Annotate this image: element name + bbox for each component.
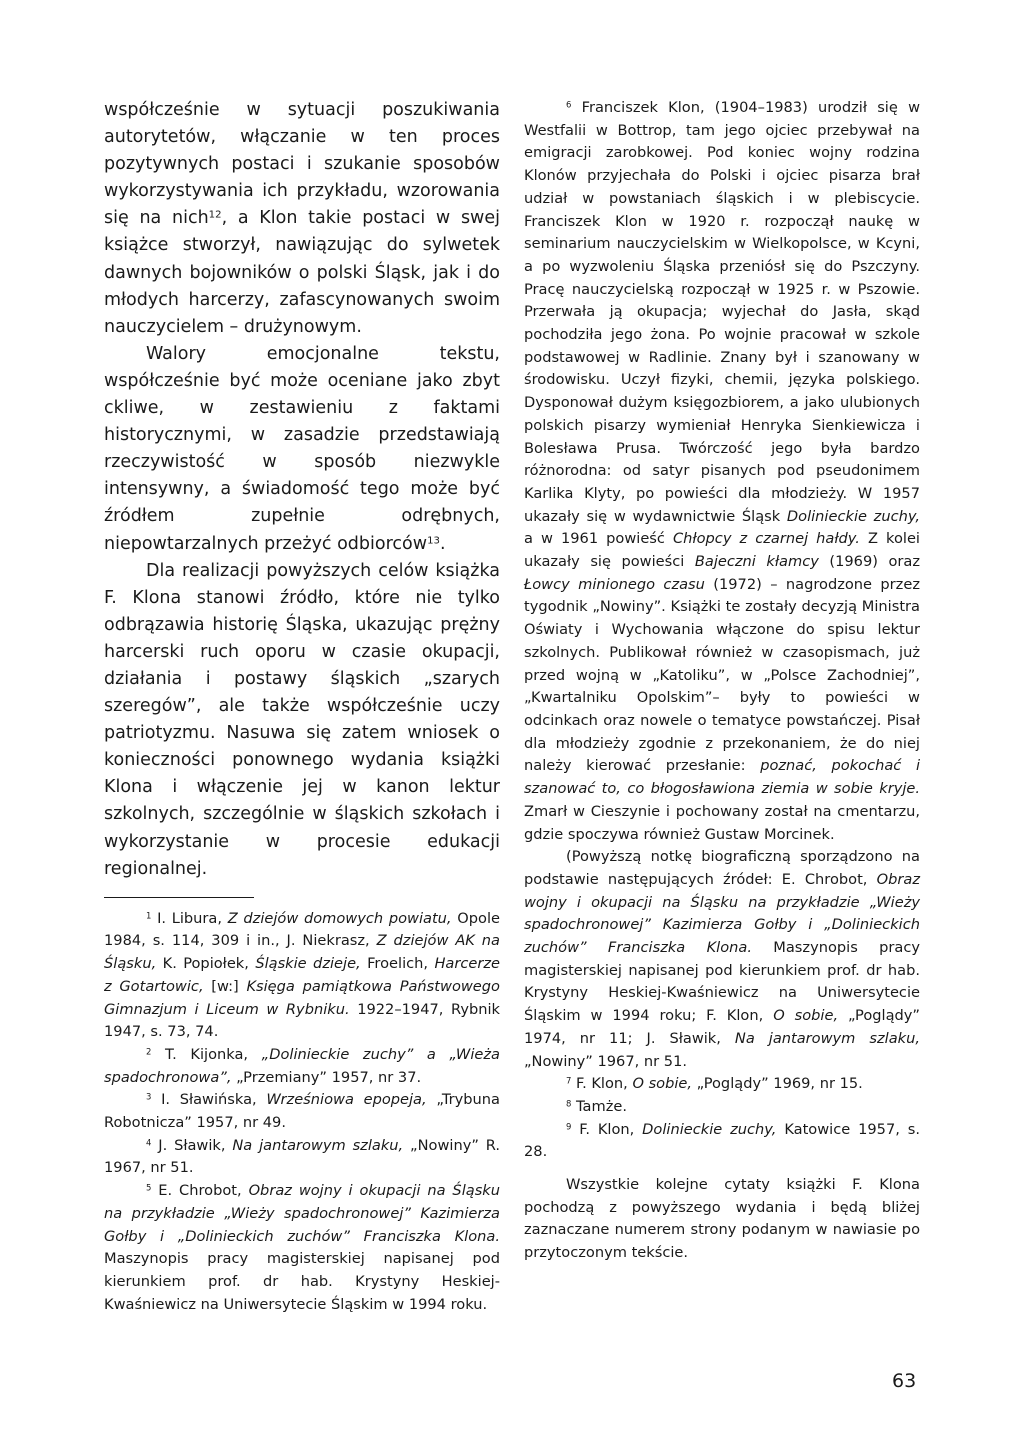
footnote-8: $^8$ Tamże. — [566, 1097, 627, 1115]
footnote-3: $^3$ I. Sławińska, Wrześniowa epopeja, „Trybuna Robotnicza” 1957, nr 49. — [104, 1091, 500, 1132]
paragraph-3: Dla realizacji powyższych celów książka F. Klona stanowi źródło, które nie tylko odbrązawia historię Śląska, ukazując prężny harcerski ruch oporu w czasie okupacji, działania i postawy śląskich „szarych szeregów”, ale także współcześnie uczy patriotyzmu. Nasuwa się zatem wniosek o konieczności ponownego wydania książki Klona i włączenie jej w kanon lektur szkolnych, szczególnie w śląskich szkołach i wykorzystanie w procesie edukacji regionalnej. — [104, 560, 500, 879]
footnote-2: $^2$ T. Kijonka, „Dolinieckie zuchy” a „Wieża spadochronowa”, „Przemiany” 1957, nr 37. — [104, 1045, 501, 1086]
spacer — [524, 1164, 920, 1174]
footnote-5: $^5$ E. Chrobot, Obraz wojny i okupacji na Śląsku na przykładzie „Wieży spadochronowej” Kazimierza Gołby i „Dolinieckich zuchów” Franciszka Klona. Maszynopis pracy magisterskiej napisanej pod kierunkiem prof. dr hab. Krystyny Heskiej-Kwaśniewicz na Uniwersytecie Śląskim w 1994 roku. — [104, 1182, 500, 1313]
footnote-7: $^7$ F. Klon, O sobie, „Poglądy” 1969, nr 15. — [566, 1075, 863, 1093]
biography-sources-note: (Powyższą notkę biograficzną sporządzono na podstawie następujących źródeł: E. Chrobot, Obraz wojny i okupacji na Śląsku na przykładzie „Wieży spadochronowej” Kazimierza Gołby i „Dolinieckich zuchów” Franciszka Klona. Maszynopis pracy magisterskiej napisanej pod kierunkiem prof. dr hab. Krystyny Heskiej-Kwaśniewicz na Uniwersytecie Śląskim w 1994 roku; F. Klon, O sobie, „Poglądy” 1974, nr 11; J. Sławik, Na jantarowym szlaku, „Nowiny” 1967, nr 51. — [524, 848, 920, 1070]
footnote-ref-12[interactable]: 12 — [208, 209, 222, 221]
paragraph-2: Walory emocjonalne tekstu, współcześnie być może oceniane jako zbyt ckliwe, w zestawieniu z faktami historycznymi, w zasadzie przedstawiają rzeczywistość w sposób niezwykle intensywny, a świadomość tego może być źródłem zupełnie odrębnych, niepowtarzalnych przeżyć odbiorców$^{13}$. — [104, 343, 500, 554]
left-column — [104, 97, 500, 1316]
footnote-9: $^9$ F. Klon, Dolinieckie zuchy, Katowice 1957, s. 28. — [524, 1120, 921, 1161]
main-text — [104, 97, 500, 883]
right-column — [524, 97, 920, 1265]
paragraph-1: współcześnie w sytuacji poszukiwania autorytetów, włączanie w ten proces pozytywnych postaci i szukanie sposobów wykorzystywania ich przykładu, wzorowania się na nich$^{12}$, a Klon takie postaci w swej książce stworzył, nawiązując do sylwetek dawnych bojowników o polski Śląsk, jak i do młodych harcerzy, zafascynowanych swoim nauczycielem – drużynowym. — [104, 100, 500, 337]
footnote-4: $^4$ J. Sławik, Na jantarowym szlaku, „Nowiny” R. 1967, nr 51. — [104, 1136, 501, 1177]
footnote-6: $^6$ Franciszek Klon, (1904–1983) urodził się w Westfalii w Bottrop, tam jego ojciec przebywał na emigracji zarobkowej. Pod koniec wojny rodzina Klonów przyjechała do Polski i ojciec pisarza brał udział w powstaniach śląskich i w plebiscycie. Franciszek Klon w 1920 r. rozpoczął naukę w seminarium nauczycielskim w Wielkopolsce, w Kcyni, a po wyzwoleniu Śląska przeniósł się do Pszczyny. Pracę nauczycielską rozpoczął w 1925 r. w Pszowie. Przerwała ją okupacja; wyjechał do Jasła, skąd pochodziła jego żona. Po wojnie pracował w szkole podstawowej w Radlinie. Znany był i szanowany w środowisku. Uczył fizyki, chemii, języka polskiego. Dysponował dużym księgozbiorem, a jako ulubionych polskich pisarzy wymieniał Henryka Sienkiewicza i Bolesława Prusa. Twórczość jego była bardzo różnorodna: od satyr pisanych pod pseudonimem Karlika Klyty, po powieści dla młodzieży. W 1957 ukazały się w wydawnictwie Śląsk Dolinieckie zuchy, a w 1961 powieść Chłopcy z czarnej hałdy. Z kolei ukazały się powieści Bajeczni kłamcy (1969) oraz Łowcy minionego czasu (1972) – nagrodzone przez tygodnik „Nowiny”. Książki te zostały decyzją Ministra Oświaty i Wychowania włączone do spisu lektur szkolnych. Publikował również w czasopismach, już przed wojną w „Katoliku”, w „Polsce Zachodniej”, „Kwartalniku Opolskim”– były to powieści w odcinkach oraz nowele o tematyce powstańczej. Pisał dla młodzieży zgodnie z przekonaniem, że do niej należy kierować przesłanie: poznać, pokochać i szanować to, co błogosławiona ziemia w sobie kryje. Zmarł w Cieszynie i pochowany został na cmentarzu, gdzie spoczywa również Gustaw Morcinek. — [524, 99, 921, 843]
footnote-divider — [104, 897, 254, 898]
page-number: 63 — [892, 1370, 917, 1392]
footnotes-left — [104, 908, 500, 1317]
footnote-ref-13[interactable]: 13 — [427, 534, 440, 546]
closing-note: Wszystkie kolejne cytaty książki F. Klona pochodzą z powyższego wydania i będą bliżej zaznaczane numerem strony podanym w nawiasie po przytoczonym tekście. — [524, 1176, 920, 1262]
footnote-1: $^1$ I. Libura, Z dziejów domowych powiatu, Opole 1984, s. 114, 309 i in., J. Niekrasz, Z dziejów AK na Śląsku, K. Popiołek, Śląskie dzieje, Froelich, Harcerze z Gotartowic, [w:] Księga pamiątkowa Państwowego Gimnazjum i Liceum w Rybniku. 1922–1947, Rybnik 1947, s. 73, 74. — [104, 909, 501, 1041]
